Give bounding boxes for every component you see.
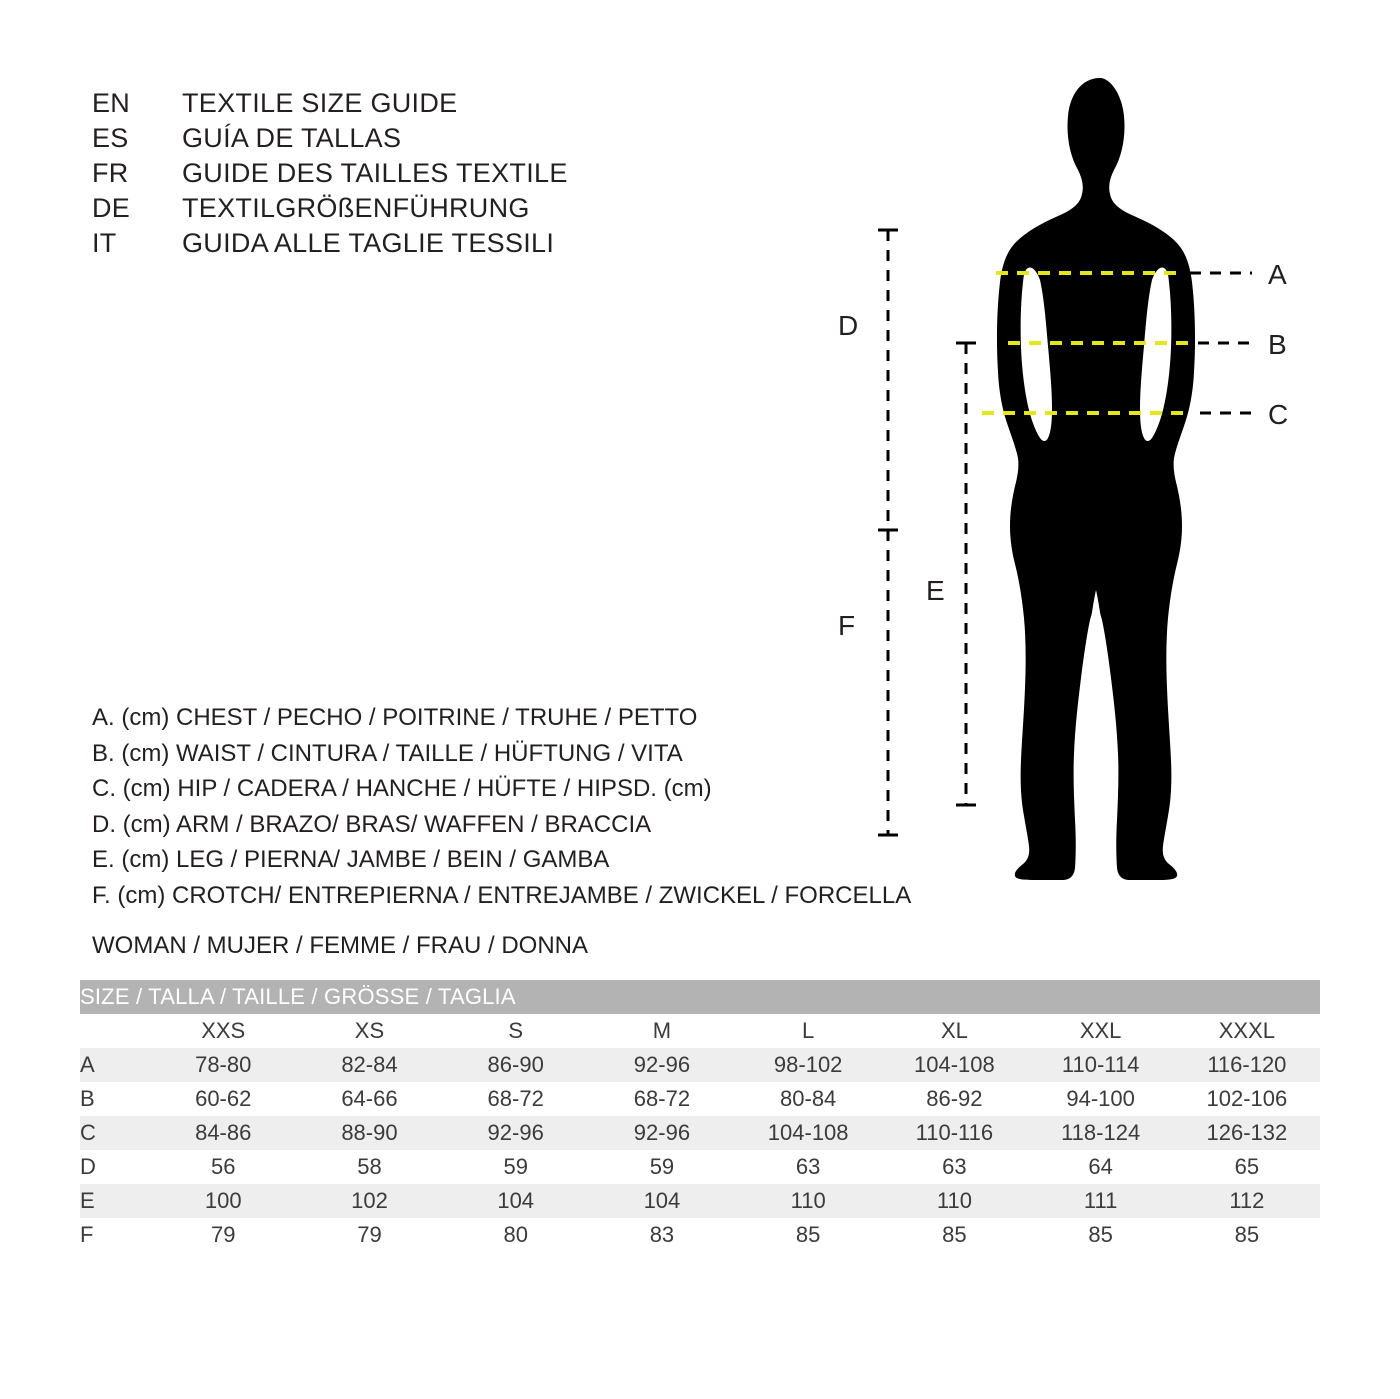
language-title-block bbox=[92, 86, 792, 261]
language-row bbox=[92, 121, 792, 156]
table-header-row bbox=[80, 1014, 1320, 1048]
row-label-a: A bbox=[80, 1048, 150, 1082]
gender-label: WOMAN / MUJER / FEMME / FRAU / DONNA bbox=[92, 932, 588, 959]
language-title: GUÍA DE TALLAS bbox=[182, 123, 402, 153]
table-row bbox=[80, 1082, 1320, 1116]
table-title: SIZE / TALLA / TAILLE / GRÖSSE / TAGLIA bbox=[80, 980, 1320, 1014]
table-row bbox=[80, 1184, 1320, 1218]
cell-f-xxxl: 85 bbox=[1174, 1218, 1320, 1252]
legend-line-d: D. (cm) ARM / BRAZO/ BRAS/ WAFFEN / BRACCIA bbox=[92, 810, 652, 838]
cell-e-xxs: 100 bbox=[150, 1184, 296, 1218]
cell-c-l: 104-108 bbox=[735, 1116, 881, 1150]
marker-f: F bbox=[838, 610, 856, 641]
legend-line-f: F. (cm) CROTCH/ ENTREPIERNA / ENTREJAMBE / ZWICKEL / FORCELLA bbox=[92, 881, 912, 909]
cell-a-s: 86-90 bbox=[443, 1048, 589, 1082]
cell-e-m: 104 bbox=[589, 1184, 735, 1218]
cell-e-xs: 102 bbox=[296, 1184, 442, 1218]
cell-b-xs: 64-66 bbox=[296, 1082, 442, 1116]
cell-c-xxs: 84-86 bbox=[150, 1116, 296, 1150]
size-header-s: S bbox=[443, 1014, 589, 1048]
cell-e-s: 104 bbox=[443, 1184, 589, 1218]
cell-e-xl: 110 bbox=[881, 1184, 1027, 1218]
language-code: EN bbox=[92, 88, 131, 118]
marker-b: B bbox=[1268, 329, 1287, 360]
cell-c-s: 92-96 bbox=[443, 1116, 589, 1150]
language-code: IT bbox=[92, 228, 117, 258]
marker-e: E bbox=[926, 575, 945, 606]
marker-a: A bbox=[1268, 259, 1287, 290]
cell-f-xxl: 85 bbox=[1028, 1218, 1174, 1252]
size-header-l: L bbox=[735, 1014, 881, 1048]
language-row bbox=[92, 226, 792, 261]
measurement-legend bbox=[92, 700, 912, 913]
row-label-e: E bbox=[80, 1184, 150, 1218]
female-silhouette bbox=[997, 78, 1195, 880]
legend-line-e: E. (cm) LEG / PIERNA/ JAMBE / BEIN / GAMBA bbox=[92, 846, 610, 873]
marker-d: D bbox=[838, 310, 859, 341]
cell-b-l: 80-84 bbox=[735, 1082, 881, 1116]
size-header-xl: XL bbox=[881, 1014, 1027, 1048]
dimension-bars bbox=[878, 230, 976, 835]
cell-b-xxxl: 102-106 bbox=[1174, 1082, 1320, 1116]
cell-d-s: 59 bbox=[443, 1150, 589, 1184]
row-label-f: F bbox=[80, 1218, 150, 1252]
cell-c-xs: 88-90 bbox=[296, 1116, 442, 1150]
cell-f-l: 85 bbox=[735, 1218, 881, 1252]
legend-line-a: A. (cm) CHEST / PECHO / POITRINE / TRUHE / PETTO bbox=[92, 704, 698, 731]
cell-c-xxl: 118-124 bbox=[1028, 1116, 1174, 1150]
table-row bbox=[80, 1218, 1320, 1252]
cell-b-xxs: 60-62 bbox=[150, 1082, 296, 1116]
language-row bbox=[92, 156, 792, 191]
cell-c-xxxl: 126-132 bbox=[1174, 1116, 1320, 1150]
cell-f-xxs: 79 bbox=[150, 1218, 296, 1252]
cell-c-m: 92-96 bbox=[589, 1116, 735, 1150]
legend-line-c: C. (cm) HIP / CADERA / HANCHE / HÜFTE / HIPSD. (cm) bbox=[92, 775, 712, 802]
cell-c-xl: 110-116 bbox=[881, 1116, 1027, 1150]
body-measurement-diagram bbox=[800, 60, 1340, 880]
language-title: GUIDE DES TAILLES TEXTILE bbox=[182, 158, 568, 188]
language-code: ES bbox=[92, 123, 129, 153]
row-label-d: D bbox=[80, 1150, 150, 1184]
language-code: FR bbox=[92, 158, 129, 188]
row-label-b: B bbox=[80, 1082, 150, 1116]
size-header-xxl: XXL bbox=[1028, 1014, 1174, 1048]
cell-f-xl: 85 bbox=[881, 1218, 1027, 1252]
language-row bbox=[92, 191, 792, 226]
cell-d-xxs: 56 bbox=[150, 1150, 296, 1184]
cell-f-s: 80 bbox=[443, 1218, 589, 1252]
table-title-row bbox=[80, 980, 1320, 1014]
cell-a-l: 98-102 bbox=[735, 1048, 881, 1082]
language-row bbox=[92, 86, 792, 121]
size-header-xxxl: XXXL bbox=[1174, 1014, 1320, 1048]
table-row bbox=[80, 1048, 1320, 1082]
cell-d-m: 59 bbox=[589, 1150, 735, 1184]
cell-a-m: 92-96 bbox=[589, 1048, 735, 1082]
language-title: TEXTILE SIZE GUIDE bbox=[182, 88, 458, 118]
cell-b-xxl: 94-100 bbox=[1028, 1082, 1174, 1116]
header-corner bbox=[80, 1014, 150, 1048]
cell-a-xxxl: 116-120 bbox=[1174, 1048, 1320, 1082]
cell-e-xxxl: 112 bbox=[1174, 1184, 1320, 1218]
marker-c: C bbox=[1268, 399, 1289, 430]
row-label-c: C bbox=[80, 1116, 150, 1150]
cell-d-xs: 58 bbox=[296, 1150, 442, 1184]
cell-d-xxxl: 65 bbox=[1174, 1150, 1320, 1184]
legend-line-b: B. (cm) WAIST / CINTURA / TAILLE / HÜFTUNG / VITA bbox=[92, 739, 683, 767]
size-header-xs: XS bbox=[296, 1014, 442, 1048]
table-row bbox=[80, 1150, 1320, 1184]
cell-a-xxl: 110-114 bbox=[1028, 1048, 1174, 1082]
cell-f-m: 83 bbox=[589, 1218, 735, 1252]
size-header-xxs: XXS bbox=[150, 1014, 296, 1048]
table-row bbox=[80, 1116, 1320, 1150]
size-table bbox=[80, 980, 1320, 1252]
cell-a-xxs: 78-80 bbox=[150, 1048, 296, 1082]
cell-d-xxl: 64 bbox=[1028, 1150, 1174, 1184]
measure-callouts bbox=[1190, 273, 1252, 413]
language-title: TEXTILGRÖßENFÜHRUNG bbox=[182, 193, 530, 223]
cell-d-xl: 63 bbox=[881, 1150, 1027, 1184]
language-title: GUIDA ALLE TAGLIE TESSILI bbox=[182, 228, 555, 258]
cell-e-xxl: 111 bbox=[1028, 1184, 1174, 1218]
cell-e-l: 110 bbox=[735, 1184, 881, 1218]
cell-b-xl: 86-92 bbox=[881, 1082, 1027, 1116]
cell-a-xs: 82-84 bbox=[296, 1048, 442, 1082]
cell-f-xs: 79 bbox=[296, 1218, 442, 1252]
cell-a-xl: 104-108 bbox=[881, 1048, 1027, 1082]
cell-b-s: 68-72 bbox=[443, 1082, 589, 1116]
cell-b-m: 68-72 bbox=[589, 1082, 735, 1116]
language-code: DE bbox=[92, 193, 131, 223]
cell-d-l: 63 bbox=[735, 1150, 881, 1184]
size-header-m: M bbox=[589, 1014, 735, 1048]
